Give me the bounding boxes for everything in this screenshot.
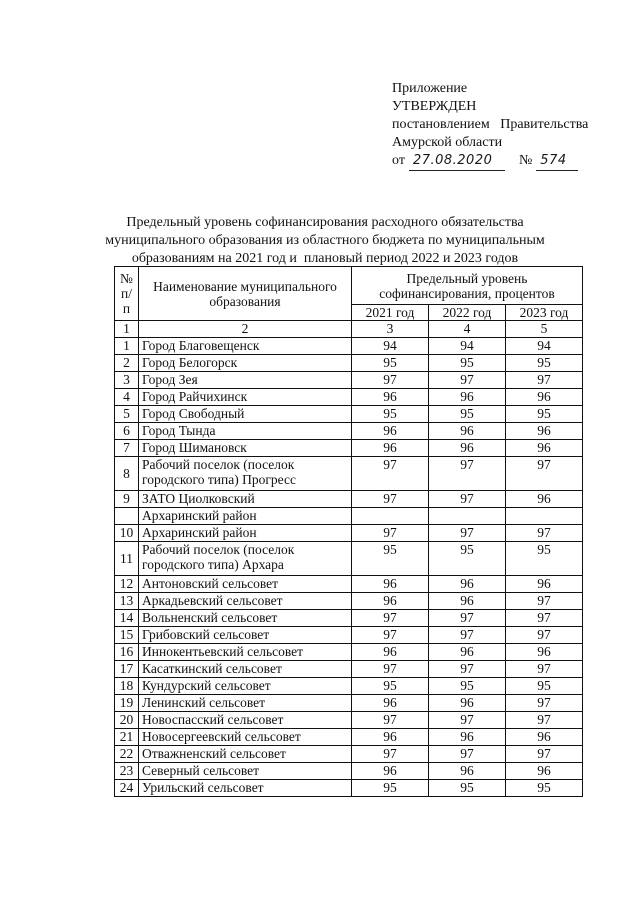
row-value-2021: 96 — [352, 576, 429, 593]
row-value-2023: 96 — [506, 440, 583, 457]
row-value-2022: 97 — [429, 746, 506, 763]
section-empty-cell — [352, 508, 429, 525]
row-value-2023: 97 — [506, 593, 583, 610]
row-name: Урильский сельсовет — [139, 780, 352, 797]
row-value-2023: 95 — [506, 355, 583, 372]
row-value-2021: 96 — [352, 440, 429, 457]
row-number: 8 — [115, 457, 139, 491]
row-number: 11 — [115, 542, 139, 576]
table-row — [115, 457, 583, 491]
row-number: 10 — [115, 525, 139, 542]
index-row — [115, 321, 583, 338]
row-value-2022: 96 — [429, 763, 506, 780]
row-value-2022: 96 — [429, 576, 506, 593]
title-line-2: муниципального образования из областного бюджета по муниципальным — [105, 233, 545, 248]
row-name: Архаринский район — [139, 525, 352, 542]
header-2022: 2022 год — [429, 305, 506, 321]
row-number: 1 — [115, 338, 139, 355]
row-number: 9 — [115, 491, 139, 508]
title-line-1: Предельный уровень софинансирования расходного обязательства — [126, 215, 524, 230]
row-name: Ленинский сельсовет — [139, 695, 352, 712]
row-value-2021: 96 — [352, 644, 429, 661]
table-row — [115, 610, 583, 627]
row-value-2022: 96 — [429, 423, 506, 440]
row-name: Грибовский сельсовет — [139, 627, 352, 644]
row-value-2021: 97 — [352, 491, 429, 508]
section-empty-cell — [429, 508, 506, 525]
row-value-2021: 97 — [352, 627, 429, 644]
row-value-2021: 97 — [352, 525, 429, 542]
row-value-2021: 97 — [352, 712, 429, 729]
header-2023: 2023 год — [506, 305, 583, 321]
row-value-2022: 94 — [429, 338, 506, 355]
row-value-2023: 95 — [506, 780, 583, 797]
row-value-2022: 97 — [429, 712, 506, 729]
row-value-2021: 97 — [352, 746, 429, 763]
table-row — [115, 780, 583, 797]
table-row — [115, 525, 583, 542]
row-name: Северный сельсовет — [139, 763, 352, 780]
row-number: 13 — [115, 593, 139, 610]
row-name: Иннокентьевский сельсовет — [139, 644, 352, 661]
row-number: 16 — [115, 644, 139, 661]
row-name: Город Зея — [139, 372, 352, 389]
row-value-2021: 95 — [352, 355, 429, 372]
row-value-2021: 95 — [352, 780, 429, 797]
row-number: 15 — [115, 627, 139, 644]
row-name: Рабочий поселок (поселок городского типа) Архара — [139, 542, 352, 576]
row-value-2023: 96 — [506, 389, 583, 406]
row-number: 4 — [115, 389, 139, 406]
table-body — [115, 338, 583, 797]
cofinancing-table — [114, 266, 583, 797]
row-value-2023: 96 — [506, 644, 583, 661]
row-number: 19 — [115, 695, 139, 712]
table-row — [115, 491, 583, 508]
row-number: 6 — [115, 423, 139, 440]
row-name: Рабочий поселок (поселок городского типа) Прогресс — [139, 457, 352, 491]
number-label: № — [518, 153, 533, 168]
table-row — [115, 338, 583, 355]
table-row — [115, 746, 583, 763]
section-row — [115, 508, 583, 525]
table-row — [115, 729, 583, 746]
row-value-2023: 97 — [506, 610, 583, 627]
row-value-2022: 96 — [429, 695, 506, 712]
table-row — [115, 389, 583, 406]
row-name: Антоновский сельсовет — [139, 576, 352, 593]
index-cell: 5 — [506, 321, 583, 338]
row-name: ЗАТО Циолковский — [139, 491, 352, 508]
table-row — [115, 695, 583, 712]
title-line-3: образованиям на 2021 год и плановый период 2022 и 2023 годов — [131, 251, 519, 266]
row-value-2022: 96 — [429, 440, 506, 457]
approval-date-line — [392, 152, 588, 171]
row-value-2023: 94 — [506, 338, 583, 355]
row-value-2021: 96 — [352, 729, 429, 746]
table-row — [115, 372, 583, 389]
approval-line-resolution: постановлением Правительства — [392, 117, 589, 132]
row-value-2022: 97 — [429, 627, 506, 644]
row-value-2022: 97 — [429, 372, 506, 389]
row-value-2021: 97 — [352, 457, 429, 491]
row-value-2021: 97 — [352, 661, 429, 678]
header-group: Предельный уровень софинансирования, процентов — [352, 267, 583, 305]
table-row — [115, 712, 583, 729]
row-value-2022: 97 — [429, 525, 506, 542]
row-value-2023: 97 — [506, 695, 583, 712]
row-value-2022: 96 — [429, 729, 506, 746]
row-value-2023: 95 — [506, 542, 583, 576]
row-value-2021: 97 — [352, 372, 429, 389]
table-row — [115, 440, 583, 457]
row-name: Аркадьевский сельсовет — [139, 593, 352, 610]
row-number: 18 — [115, 678, 139, 695]
row-value-2021: 95 — [352, 406, 429, 423]
row-number: 22 — [115, 746, 139, 763]
row-number: 24 — [115, 780, 139, 797]
row-value-2021: 96 — [352, 593, 429, 610]
header-num: № п/п — [115, 267, 139, 321]
header-2021: 2021 год — [352, 305, 429, 321]
row-name: Город Райчихинск — [139, 389, 352, 406]
table-row — [115, 593, 583, 610]
approval-block — [392, 80, 588, 171]
row-value-2023: 97 — [506, 661, 583, 678]
row-value-2021: 97 — [352, 610, 429, 627]
row-name: Вольненский сельсовет — [139, 610, 352, 627]
index-cell: 3 — [352, 321, 429, 338]
row-value-2023: 97 — [506, 457, 583, 491]
row-value-2021: 96 — [352, 763, 429, 780]
section-num-cell — [115, 508, 139, 525]
row-number: 5 — [115, 406, 139, 423]
row-value-2022: 95 — [429, 542, 506, 576]
row-value-2021: 96 — [352, 389, 429, 406]
row-number: 7 — [115, 440, 139, 457]
table-row — [115, 644, 583, 661]
approval-line-approved: УТВЕРЖДЕН — [392, 99, 477, 114]
row-value-2023: 96 — [506, 423, 583, 440]
approval-line-region: Амурской области — [392, 135, 503, 150]
row-value-2022: 97 — [429, 661, 506, 678]
document-title — [100, 214, 550, 268]
index-cell: 1 — [115, 321, 139, 338]
row-name: Город Тында — [139, 423, 352, 440]
row-value-2021: 94 — [352, 338, 429, 355]
row-number: 2 — [115, 355, 139, 372]
row-number: 3 — [115, 372, 139, 389]
row-value-2022: 95 — [429, 355, 506, 372]
row-name: Город Благовещенск — [139, 338, 352, 355]
row-value-2023: 96 — [506, 491, 583, 508]
row-value-2023: 97 — [506, 712, 583, 729]
row-value-2023: 97 — [506, 372, 583, 389]
row-name: Город Белогорск — [139, 355, 352, 372]
row-value-2021: 95 — [352, 542, 429, 576]
row-number: 23 — [115, 763, 139, 780]
table-row — [115, 627, 583, 644]
row-value-2022: 97 — [429, 610, 506, 627]
row-value-2023: 95 — [506, 678, 583, 695]
row-value-2022: 96 — [429, 593, 506, 610]
table-row — [115, 355, 583, 372]
row-value-2022: 96 — [429, 389, 506, 406]
row-number: 17 — [115, 661, 139, 678]
row-number: 12 — [115, 576, 139, 593]
row-value-2023: 97 — [506, 525, 583, 542]
row-value-2023: 97 — [506, 627, 583, 644]
index-cell: 4 — [429, 321, 506, 338]
table-row — [115, 763, 583, 780]
index-cell: 2 — [139, 321, 352, 338]
row-name: Город Шимановск — [139, 440, 352, 457]
date-prefix: от — [392, 153, 405, 168]
row-value-2023: 97 — [506, 746, 583, 763]
row-value-2021: 96 — [352, 423, 429, 440]
row-value-2022: 96 — [429, 644, 506, 661]
row-value-2022: 95 — [429, 406, 506, 423]
row-value-2023: 95 — [506, 406, 583, 423]
handwritten-date: 27.08.2020 — [409, 152, 505, 171]
row-number: 20 — [115, 712, 139, 729]
header-name: Наименование муниципального образования — [139, 267, 352, 321]
table-row — [115, 406, 583, 423]
table-row — [115, 661, 583, 678]
row-number: 14 — [115, 610, 139, 627]
row-name: Новоспасский сельсовет — [139, 712, 352, 729]
row-value-2023: 96 — [506, 576, 583, 593]
row-name: Город Свободный — [139, 406, 352, 423]
table-row — [115, 678, 583, 695]
table-row — [115, 423, 583, 440]
row-value-2022: 97 — [429, 491, 506, 508]
row-name: Новосергеевский сельсовет — [139, 729, 352, 746]
row-value-2021: 95 — [352, 678, 429, 695]
row-value-2023: 96 — [506, 729, 583, 746]
handwritten-number: 574 — [536, 152, 578, 171]
table-row — [115, 576, 583, 593]
section-title: Архаринский район — [139, 508, 352, 525]
row-name: Отважненский сельсовет — [139, 746, 352, 763]
row-value-2022: 97 — [429, 457, 506, 491]
row-number: 21 — [115, 729, 139, 746]
row-value-2022: 95 — [429, 678, 506, 695]
row-value-2022: 95 — [429, 780, 506, 797]
row-name: Касаткинский сельсовет — [139, 661, 352, 678]
approval-line-appendix: Приложение — [392, 81, 468, 96]
table-row — [115, 542, 583, 576]
section-empty-cell — [506, 508, 583, 525]
row-name: Кундурский сельсовет — [139, 678, 352, 695]
row-value-2021: 96 — [352, 695, 429, 712]
row-value-2023: 96 — [506, 763, 583, 780]
